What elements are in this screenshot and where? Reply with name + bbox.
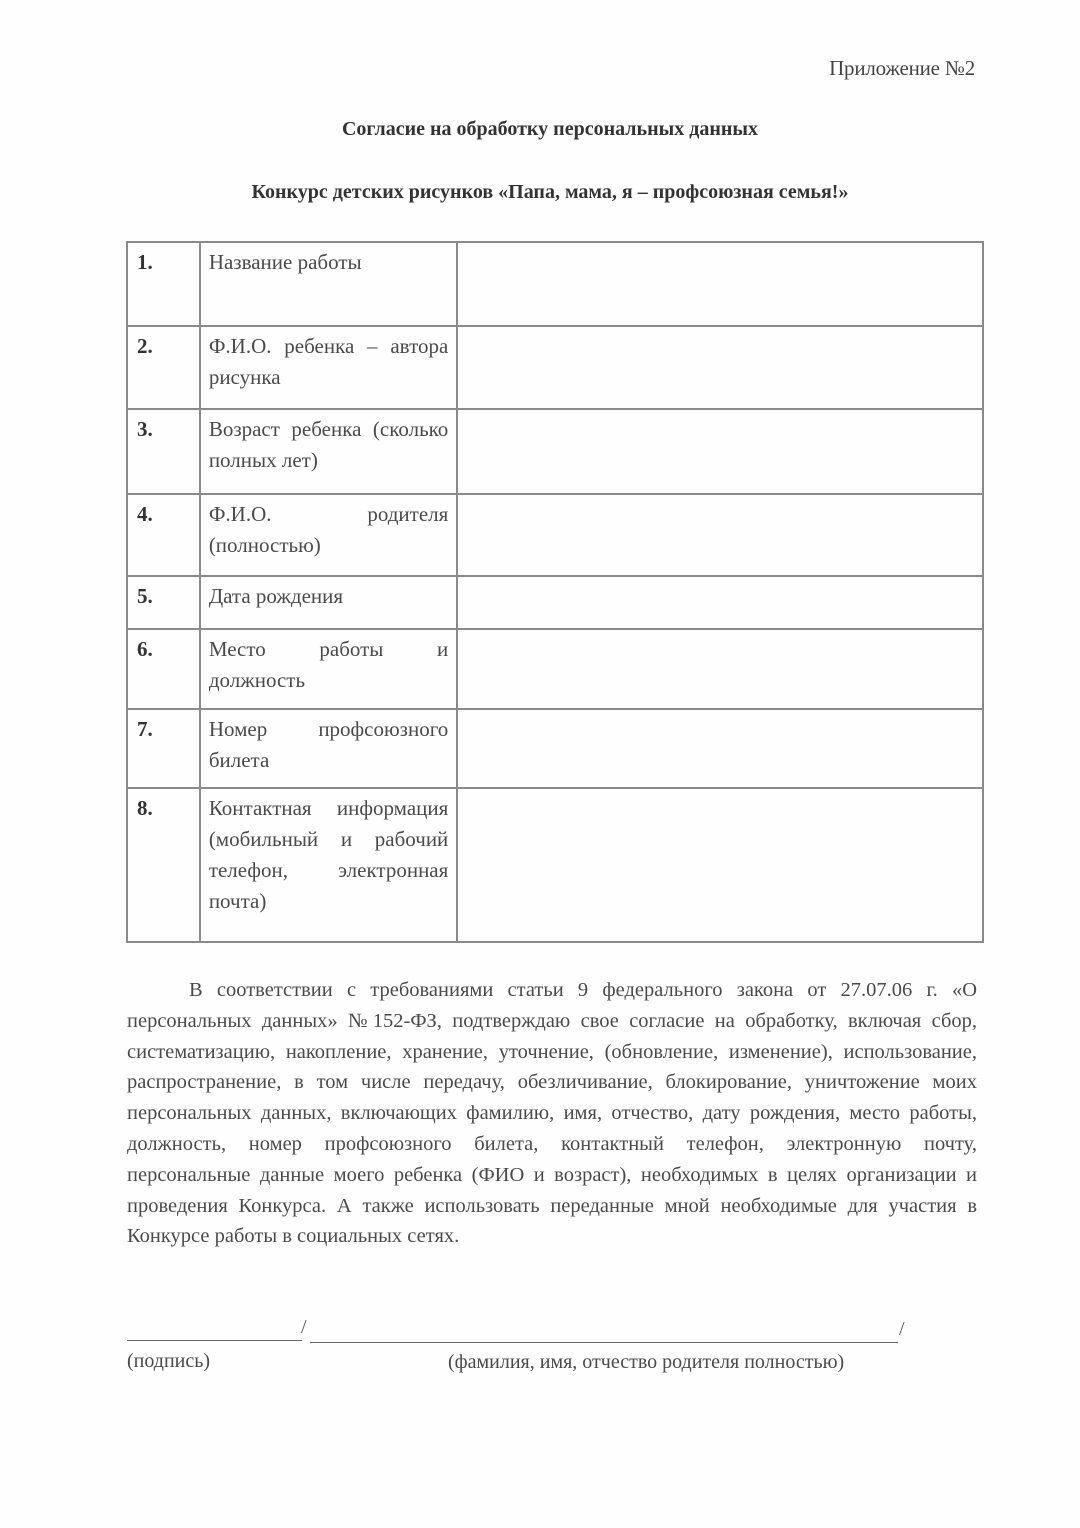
row-number: 5.: [127, 576, 200, 629]
appendix-label: Приложение №2: [829, 56, 975, 80]
table-row: [127, 242, 983, 326]
row-number: 3.: [127, 409, 200, 494]
table-row: [127, 326, 983, 409]
parent-name-label: (фамилия, имя, отчество родителя полностью): [448, 1351, 845, 1373]
table-row: [127, 629, 983, 709]
row-value-field[interactable]: [457, 709, 983, 788]
signature-label: (подпись): [127, 1350, 211, 1372]
row-label: Место работы и должность: [200, 629, 457, 709]
document-title: Согласие на обработку персональных данных: [341, 118, 758, 140]
row-value-field[interactable]: [457, 494, 983, 576]
row-value-field[interactable]: [457, 242, 983, 326]
row-label: Ф.И.О. родителя (полностью): [200, 494, 457, 576]
row-value-field[interactable]: [457, 326, 983, 409]
signature-separator: /: [301, 1316, 307, 1338]
row-number: 4.: [127, 494, 200, 576]
row-label: Контактная информация (мобильный и рабочий телефон, электронная почта): [200, 788, 457, 942]
row-label: Возраст ребенка (сколько полных лет): [200, 409, 457, 494]
parent-name-line[interactable]: [310, 1342, 898, 1343]
table-row: [127, 494, 983, 576]
contest-subtitle: Конкурс детских рисунков «Папа, мама, я – профсоюзная семья!»: [251, 181, 849, 203]
consent-paragraph: В соответствии с требованиями статьи 9 федерального закона от 27.07.06 г. «О персональных данных» №152-ФЗ, подтверждаю свое согласие на обработку, включая сбор, систематизацию, накопление, хранение, уточнение, (обновление, изменение), использование, распространение, в том числе передачу, обезличивание, блокирование, уничтожение моих персональных данных, включающих фамилию, имя, отчество, дату рождения, место работы, должность, номер профсоюзного билета, контактный телефон, электронную почту, персональные данные моего ребенка (ФИО и возраст), необходимых в целях организации и проведения Конкурса. А также использовать переданные мной необходимые для участия в Конкурсе работы в социальных сетях.: [127, 979, 977, 1248]
table-row: [127, 576, 983, 629]
row-number: 7.: [127, 709, 200, 788]
table-row: [127, 709, 983, 788]
row-value-field[interactable]: [457, 409, 983, 494]
row-label: Номер профсоюзного билета: [200, 709, 457, 788]
table-row: [127, 409, 983, 494]
table-row: [127, 788, 983, 942]
row-value-field[interactable]: [457, 788, 983, 942]
row-label: Название работы: [200, 242, 457, 326]
row-value-field[interactable]: [457, 576, 983, 629]
signature-line[interactable]: [127, 1340, 302, 1341]
row-label: Дата рождения: [200, 576, 457, 629]
row-number: 1.: [127, 242, 200, 326]
row-number: 2.: [127, 326, 200, 409]
row-value-field[interactable]: [457, 629, 983, 709]
name-line-end-separator: /: [899, 1318, 905, 1340]
row-number: 8.: [127, 788, 200, 942]
form-table: [126, 241, 984, 943]
row-number: 6.: [127, 629, 200, 709]
row-label: Ф.И.О. ребенка – автора рисунка: [200, 326, 457, 409]
